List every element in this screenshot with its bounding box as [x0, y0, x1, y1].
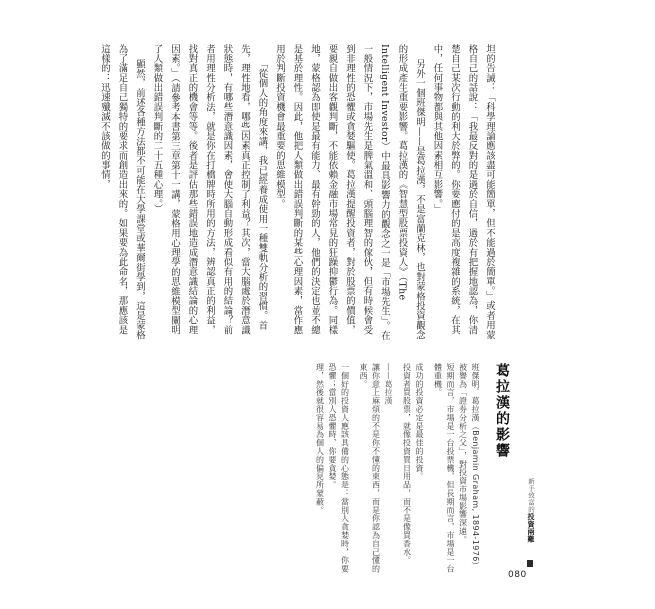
book-title: 投資兩難	[527, 513, 535, 543]
sidebar-box	[315, 363, 513, 578]
main-body-text	[99, 44, 498, 344]
page-mark	[527, 560, 533, 567]
running-head	[526, 478, 536, 543]
series-label: 新手致富的	[527, 478, 535, 513]
sidebar-paragraph: 理，然後就很容易為個人的偏見所蒙蔽。	[315, 363, 325, 515]
sidebar-attribution: ——葛拉漢	[384, 363, 393, 405]
page-number: 080	[508, 570, 527, 580]
sidebar-paragraph: 短期而言，市場是一台投票機，但長期而言，市場是一台體重機。	[433, 363, 455, 573]
sidebar-paragraph: 班傑明．葛拉漢（Benjamin Graham, 1894-1976）被譽為「證券分析之父」，對投資市場影響深遠。	[458, 363, 480, 571]
sidebar-paragraph: 成功的投資必定是最佳的投資。	[415, 363, 424, 481]
sidebar-paragraph: 讓你意上麻煩的不是你不懂的東西，而是你認為自己懂的東西。	[359, 363, 381, 573]
body-paragraph: 「從個人的角度來講，我已經養成使用一種雙軌分析的習慣。首先，理性地看，哪些因素真正控制了利益？其次，當大腦處於潛意識狀態時，有哪些潛意識因素，會使大腦自動形成看似有用的結論？前者用理性分析法，就是你在打橋牌時所用的方法，辨認真正的利益，找對真正的機會等等。後者是評估那些錯誤地造成潛意識結論的心理因素。」（請參考本書第三章第十一講，蒙格用心理學的思維模型闡明了人類做出錯誤判斷的二十五種心理。）	[151, 44, 268, 335]
sidebar-title: 葛拉漢的影響	[494, 363, 510, 459]
sidebar-paragraph: 一個好的投資人應該具備的心態是：當別人貪婪時，你要恐懼；當別人恐懼時，你要貪婪。	[328, 363, 350, 573]
body-paragraph: 另外一個班傑明——是葛拉漢，不是富蘭克林，也對蒙格投資觀念的形成產生重要影響。葛拉漢的《智慧型股票投資人》（The Intelligent Investor）中最具影響力的觀念之一是「市場先生」。在一般情況下，市場先生是脾氣溫和、頭腦理智的傢伙，但有時候會受到非理性的恐懼或貪婪驅使。葛拉漢提醒投資者，對於股票的價值，要親自做出客觀判斷，不能依賴金融市場常見的狂躁抑鬱行為。同樣地，蒙格認為即使是最有能力、最有幹勁的人，他們的決定也並不總是基於理性。因此，他把人類做出錯誤判斷的某些心理因素，當作應用於判斷投資機會最重要的思維模型。	[274, 44, 425, 341]
body-paragraph: 顯然，前述各種方法都不可能在大學課堂或華爾街學到，這是蒙格為了滿足自己獨特的要求而創造出來的。如果要為此命名，那應該是這樣的：迅速殲滅不該做的事情，	[99, 44, 145, 341]
body-paragraph: 坦的告誡：「科學理論應該盡可能簡單，但不能過於簡單。」或者用蒙格自己的話說：「我最反對的是過於自信，過於有把握地認為，你清楚自己某次行動的利大於弊的。你要應付的是高度複雜的系統，在其中，任何事物都與其他因素相互影響。」	[431, 44, 495, 340]
sidebar-paragraph: 投資者買股票，就像投資買日用品，而不是像買香水。	[402, 363, 412, 565]
